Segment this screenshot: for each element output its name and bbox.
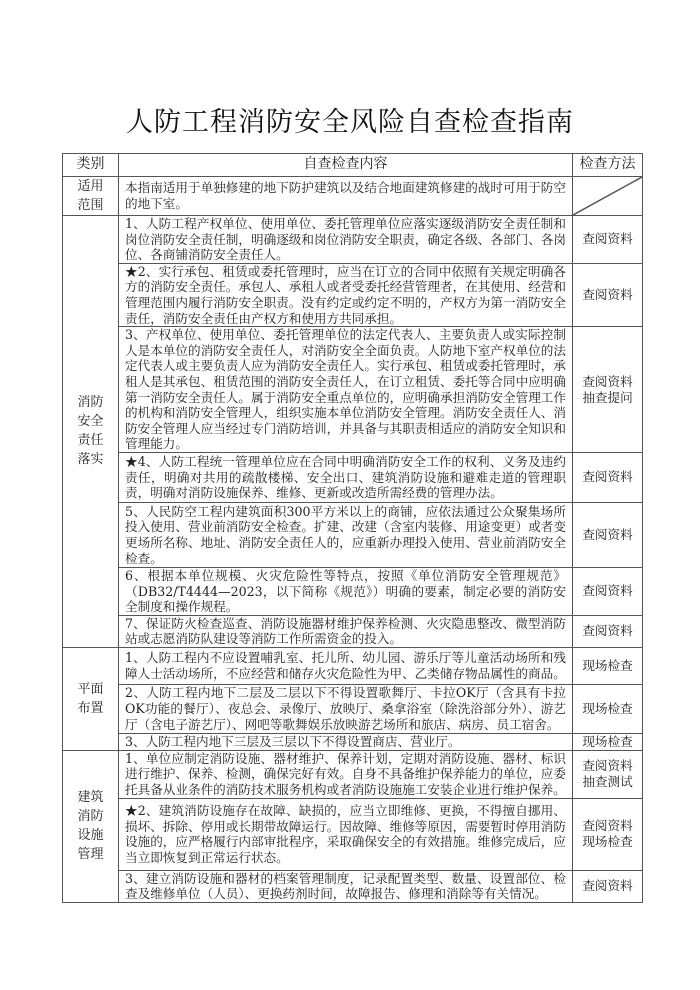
table-row [63,870,643,902]
content-cell: 本指南适用于单独修建的地下防护建筑以及结合地面建筑修建的战时可用于防空的地下室。 [119,177,573,216]
page-title: 人防工程消防安全风险自查检查指南 [126,107,574,138]
method-cell: 查阅资料 [573,502,643,567]
content-cell: 6、根据本单位规模、火灾危险性等特点，按照《单位消防安全管理规范》（DB32/T4444—2023，以下简称《规范》）明确的要素，制定必要的消防安全制度和操作规程。 [119,567,573,615]
table-row [63,733,643,750]
content-cell: 1、人防工程内不应设置哺乳室、托儿所、幼儿园、游乐厅等儿童活动场所和残障人士活动场所，不应经营和储存火灾危险性为甲、乙类储存物品属性的商品。 [119,647,573,684]
method-cell: 查阅资料 [573,567,643,615]
method-cell: 查阅资料 现场检查 [573,798,643,870]
table-row [63,684,643,733]
method-cell: 查阅资料 [573,870,643,902]
category-cell: 适用范围 [63,177,119,216]
category-cell: 消防安全责任落实 [63,216,119,648]
table-row [63,798,643,870]
header-content: 自查检查内容 [119,154,573,177]
table-row [63,567,643,615]
content-cell: 2、人防工程内地下二层及二层以下不得设置歌舞厅、卡拉OK厅（含具有卡拉OK功能的餐厅）、夜总会、录像厅、放映厅、桑拿浴室（除洗浴部分外）、游艺厅（含电子游艺厅）、网吧等歌舞娱乐放映游艺场所和旅店、病房、员工宿舍。 [119,684,573,733]
method-cell: 查阅资料 [573,216,643,264]
header-category: 类别 [63,154,119,177]
table-row [63,263,643,326]
content-cell: 7、保证防火检查巡查、消防设施器材维护保养检测、火灾隐患整改、微型消防站或志愿消防队建设等消防工作所需资金的投入。 [119,615,573,647]
method-cell: 查阅资料 [573,452,643,502]
category-cell: 建筑消防设施管理 [63,750,119,902]
table-row [63,502,643,567]
content-cell: ★4、人防工程统一管理单位应在合同中明确消防安全工作的权利、义务及违约责任，明确对共用的疏散楼梯、安全出口、建筑消防设施和避难走道的管理职责，明确对消防设施保养、维修、更新或改造所需经费的管理办法。 [119,452,573,502]
content-cell: ★2、实行承包、租赁或委托管理时，应当在订立的合同中依照有关规定明确各方的消防安全责任。承包人、承租人或者受委托经营管理者，在其使用、经营和管理范围内履行消防安全职责。没有约定或约定不明的，产权方为第一消防安全责任，消防安全责任由产权方和使用方共同承担。 [119,263,573,326]
method-cell: 查阅资料 抽查提问 [573,327,643,453]
method-cell: 查阅资料 抽查测试 [573,750,643,798]
method-cell: 查阅资料 [573,615,643,647]
method-cell: 现场检查 [573,684,643,733]
method-cell: 查阅资料 [573,263,643,326]
content-cell: 1、人防工程产权单位、使用单位、委托管理单位应落实逐级消防安全责任制和岗位消防安全责任制，明确逐级和岗位消防安全职责，确定各级、各部门、各岗位、各商铺消防安全责任人。 [119,216,573,264]
table-row [63,750,643,798]
table-row [63,327,643,453]
method-cell: 现场检查 [573,733,643,750]
content-cell: 3、人防工程内地下三层及三层以下不得设置商店、营业厅。 [119,733,573,750]
method-cell: 现场检查 [573,647,643,684]
header-method: 检查方法 [573,154,643,177]
method-cell [573,177,643,216]
content-cell: ★2、建筑消防设施存在故障、缺损的，应当立即维修、更换，不得擅自挪用、损坏、拆除、停用或长期带故障运行。因故障、维修等原因，需要暂时停用消防设施的，应严格履行内部审批程序，采取确保安全的有效措施。维修完成后，应当立即恢复到正常运行状态。 [119,798,573,870]
table-row [63,216,643,264]
content-cell: 3、产权单位、使用单位、委托管理单位的法定代表人、主要负责人或实际控制人是本单位的消防安全责任人，对消防安全全面负责。人防地下室产权单位的法定代表人或主要负责人应为消防安全责任人。实行承包、租赁或委托管理时，承租人是其承包、租赁范围的消防安全责任人，在订立租赁、委托等合同中应明确第一消防安全责任人。属于消防安全重点单位的，应明确承担消防安全管理工作的机构和消防安全管理人，组织实施本单位消防安全管理。消防安全责任人、消防安全管理人应当经过专门消防培训，并具备与其职责相适应的消防安全知识和管理能力。 [119,327,573,453]
table-row [63,615,643,647]
checklist-table [62,153,643,903]
diagonal-line [573,177,642,215]
table-row [63,452,643,502]
content-cell: 5、人民防空工程内建筑面积300平方米以上的商铺，应依法通过公众聚集场所投入使用、营业前消防安全检查。扩建、改建（含室内装修、用途变更）或者变更场所名称、地址、消防安全责任人的，应重新办理投入使用、营业前消防安全检查。 [119,502,573,567]
table-header-row [63,154,643,177]
table-row [63,647,643,684]
table-row [63,177,643,216]
category-cell: 平面布置 [63,647,119,750]
content-cell: 3、建立消防设施和器材的档案管理制度，记录配置类型、数量、设置部位、检查及维修单位（人员）、更换药剂时间，故障报告、修理和消除等有关情况。 [119,870,573,902]
content-cell: 1、单位应制定消防设施、器材维护、保养计划，定期对消防设施、器材、标识进行维护、保养、检测，确保完好有效。自身不具备维护保养能力的单位，应委托具备从业条件的消防技术服务机构或者消防设施施工安装企业进行维护保养。 [119,750,573,798]
